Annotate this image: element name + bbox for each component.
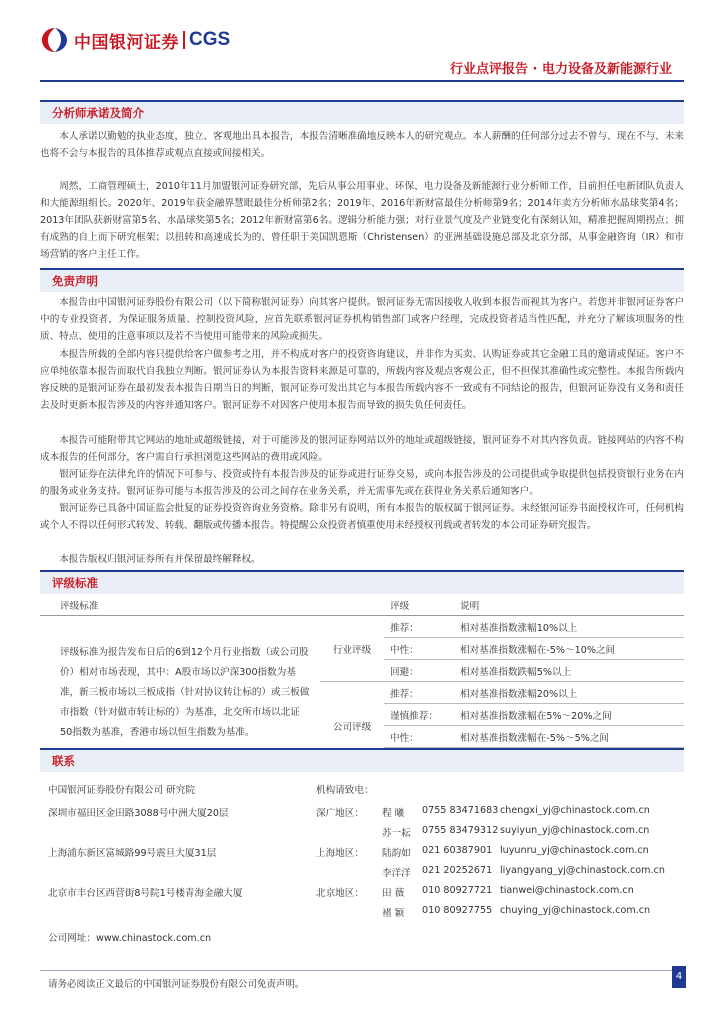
logo-text-en: CGS <box>189 29 231 50</box>
rating-level: 推荐： <box>384 616 454 638</box>
analyst-bio-paragraph: 周然，工商管理硕士，2010年11月加盟银河证券研究部，先后从事公用事业、环保、电力设备及新能源行业分析师工作，目前担任电新团队负责人和大能源组组长。2020年、2019年获金融界慧眼最佳分析师第2名；2019年、2016年新财富最佳分析师第9名；2014年卖方分析师水晶球奖第4名；2013年团队获新财富第5名、水晶球奖第5名；2012年新财富第6名。逻辑分析能力强；对行业景气度及产业链变化有深刻认知，精准把握周期拐点；拥有成熟的自上而下研究框架；以扭转和高速成长为的、曾任职于美国凯恩斯（Christensen）的亚洲基础设施总部及北京分部，从事金融咨询（IR）和市场营销的客户主任工作。 <box>40 181 684 260</box>
section-header-disclaimer <box>40 268 684 292</box>
rating-explain: 相对基准指数涨幅10%以上 <box>454 616 684 638</box>
company-rating-label: 公司评级 <box>320 682 384 770</box>
rating-level: 中性： <box>384 726 454 748</box>
section-title: 评级标准 <box>52 576 98 590</box>
section-header-analyst <box>40 100 684 124</box>
contact-email[interactable]: chuying_yj@chinastock.com.cn <box>500 905 651 916</box>
contact-phone: 021 20252671 <box>422 865 493 876</box>
section-header-rating <box>40 570 684 594</box>
disclaimer-paragraph: 本报告可能附带其它网站的地址或超级链接，对于可能涉及的银河证券网站以外的地址或超级链接，银河证券不对其内容负责。链接网站的内容不构成本报告的任何部分，客户需自行承担浏览这些网站的费用或风险。 <box>40 435 684 463</box>
contact-name: 褚 颖 <box>382 908 405 919</box>
section-title: 联系 <box>52 754 75 768</box>
contact-name: 李洋洋 <box>382 868 411 879</box>
contact-phone: 0755 83471683 <box>422 805 499 816</box>
contact-name: 田 薇 <box>382 888 405 899</box>
address-beijing: 北京市丰台区西营街8号院1号楼青海金融大厦 <box>48 888 243 899</box>
region-label: 上海地区： <box>316 848 364 859</box>
section-header-contact <box>40 748 684 772</box>
rating-explain: 相对基准指数跌幅5%以上 <box>454 660 684 682</box>
company-website: 公司网址：www.chinastock.com.cn <box>48 933 212 944</box>
header-level: 评级 <box>384 595 454 616</box>
contact-email[interactable]: tianwei@chinastock.com.cn <box>500 885 634 896</box>
rating-explain: 相对基准指数涨幅20%以上 <box>454 682 684 704</box>
logo-text-cn: 中国银河证券 <box>74 32 179 53</box>
research-institute: 中国银河证券股份有限公司 研究院 <box>48 785 195 796</box>
footer-divider <box>40 970 684 971</box>
rating-explain: 相对基准指数涨幅在-5%～5%之间 <box>454 726 684 748</box>
agency-label: 机构请致电： <box>316 785 374 796</box>
page-number: 4 <box>672 966 686 988</box>
contact-phone: 010 80927755 <box>422 905 493 916</box>
rating-level: 回避： <box>384 660 454 682</box>
address-shanghai: 上海浦东新区富城路99号震旦大厦31层 <box>48 848 217 859</box>
header-divider <box>40 80 684 82</box>
contact-email[interactable]: liyangyang_yj@chinastock.com.cn <box>500 865 665 876</box>
region-label: 北京地区： <box>316 888 364 899</box>
disclaimer-paragraph: 本报告由中国银河证券股份有限公司（以下简称银河证券）向其客户提供。银河证券无需因接收人收到本报告而视其为客户。若您并非银河证券客户中的专业投资者，为保证服务质量、控制投资风险，应首先联系银河证券机构销售部门或客户经理，完成投资者适当性匹配，并充分了解该项服务的性质、特点、使用的注意事项以及若不当使用可能带来的风险或损失。 <box>40 297 684 342</box>
disclaimer-paragraph: 本报告版权归银河证券所有并保留最终解释权。 <box>59 554 261 565</box>
rating-level: 推荐： <box>384 682 454 704</box>
analyst-paragraph: 本人承诺以勤勉的执业态度，独立、客观地出具本报告，本报告清晰准确地反映本人的研究观点。本人薪酬的任何部分过去不曾与、现在不与、未来也将不会与本报告的具体推荐或观点直接或间接相关。 <box>40 131 684 159</box>
contact-phone: 0755 83479312 <box>422 825 499 836</box>
contact-phone: 021 60387901 <box>422 845 493 856</box>
company-logo <box>40 26 230 54</box>
galaxy-logo-icon <box>40 26 70 54</box>
section-title: 免责声明 <box>52 274 98 288</box>
rating-explain: 相对基准指数涨幅在-5%～10%之间 <box>454 638 684 660</box>
industry-rating-label: 行业评级 <box>320 616 384 682</box>
section-title: 分析师承诺及简介 <box>52 106 144 120</box>
contact-name: 程 曦 <box>382 808 405 819</box>
contact-email[interactable]: suyiyun_yj@chinastock.com.cn <box>500 825 650 836</box>
disclaimer-paragraph: 本报告所载的全部内容只提供给客户做参考之用，并不构成对客户的投资咨询建议，并非作为买卖、认购证券或其它金融工具的邀请或保证。客户不应单纯依靠本报告而取代自我独立判断。银河证券认为本报告资料来源是可靠的，所载内容及观点客观公正，但不担保其准确性或完整性。本报告所载内容反映的是银河证券在最初发表本报告日期当日的判断，银河证券可发出其它与本报告所载内容不一致或有不同结论的报告，但银河证券没有义务和责任去及时更新本报告涉及的内容并通知客户。银河证券不对因客户使用本报告而导致的损失负任何责任。 <box>40 349 684 411</box>
disclaimer-paragraph: 银河证券在法律允许的情况下可参与、投资或持有本报告涉及的证券或进行证券交易，或向本报告涉及的公司提供或争取提供包括投资银行业务在内的服务或业务支持。银河证券可能与本报告涉及的公司之间存在业务关系，并无需事先或在获得业务关系后通知客户。 <box>40 469 684 497</box>
region-label: 深广地区： <box>316 808 364 819</box>
rating-level: 中性： <box>384 638 454 660</box>
contact-name: 苏一耘 <box>382 828 411 839</box>
contact-email[interactable]: chengxi_yj@chinastock.com.cn <box>500 805 650 816</box>
rating-explain: 相对基准指数涨幅在5%～20%之间 <box>454 704 684 726</box>
footer-disclaimer: 请务必阅读正文最后的中国银河证券股份有限公司免责声明。 <box>48 979 305 990</box>
table-row <box>40 616 684 638</box>
header-explain: 说明 <box>454 595 684 616</box>
rating-level: 谨慎推荐： <box>384 704 454 726</box>
contact-phone: 010 80927721 <box>422 885 493 896</box>
logo-divider <box>183 31 185 49</box>
rating-description: 评级标准为报告发布日后的6到12个月行业指数（或公司股价）相对市场表现，其中：A股市场以沪深300指数为基准，新三板市场以三板成指（针对协议转让标的）或三板做市指数（针对做市转让标的）为基准，北交所市场以北证50指数为基准，香港市场以恒生指数为基准。 <box>40 616 320 770</box>
report-title: 行业点评报告 · 电力设备及新能源行业 <box>450 62 672 77</box>
disclaimer-paragraph: 银河证券已具备中国证监会批复的证券投资咨询业务资格。除非另有说明，所有本报告的版权属于银河证券。未经银河证券书面授权许可，任何机构或个人不得以任何形式转发、转载、翻版或传播本报告。特提醒公众投资者慎重使用未经授权刊载或者转发的本公司证券研究报告。 <box>40 503 684 531</box>
address-shenzhen: 深圳市福田区金田路3088号中洲大厦20层 <box>48 808 229 819</box>
table-header-row <box>40 595 684 616</box>
header-desc: 评级标准 <box>40 595 320 616</box>
rating-table <box>40 595 684 770</box>
contact-email[interactable]: luyunru_yj@chinastock.com.cn <box>500 845 649 856</box>
contact-name: 陆韵如 <box>382 848 411 859</box>
